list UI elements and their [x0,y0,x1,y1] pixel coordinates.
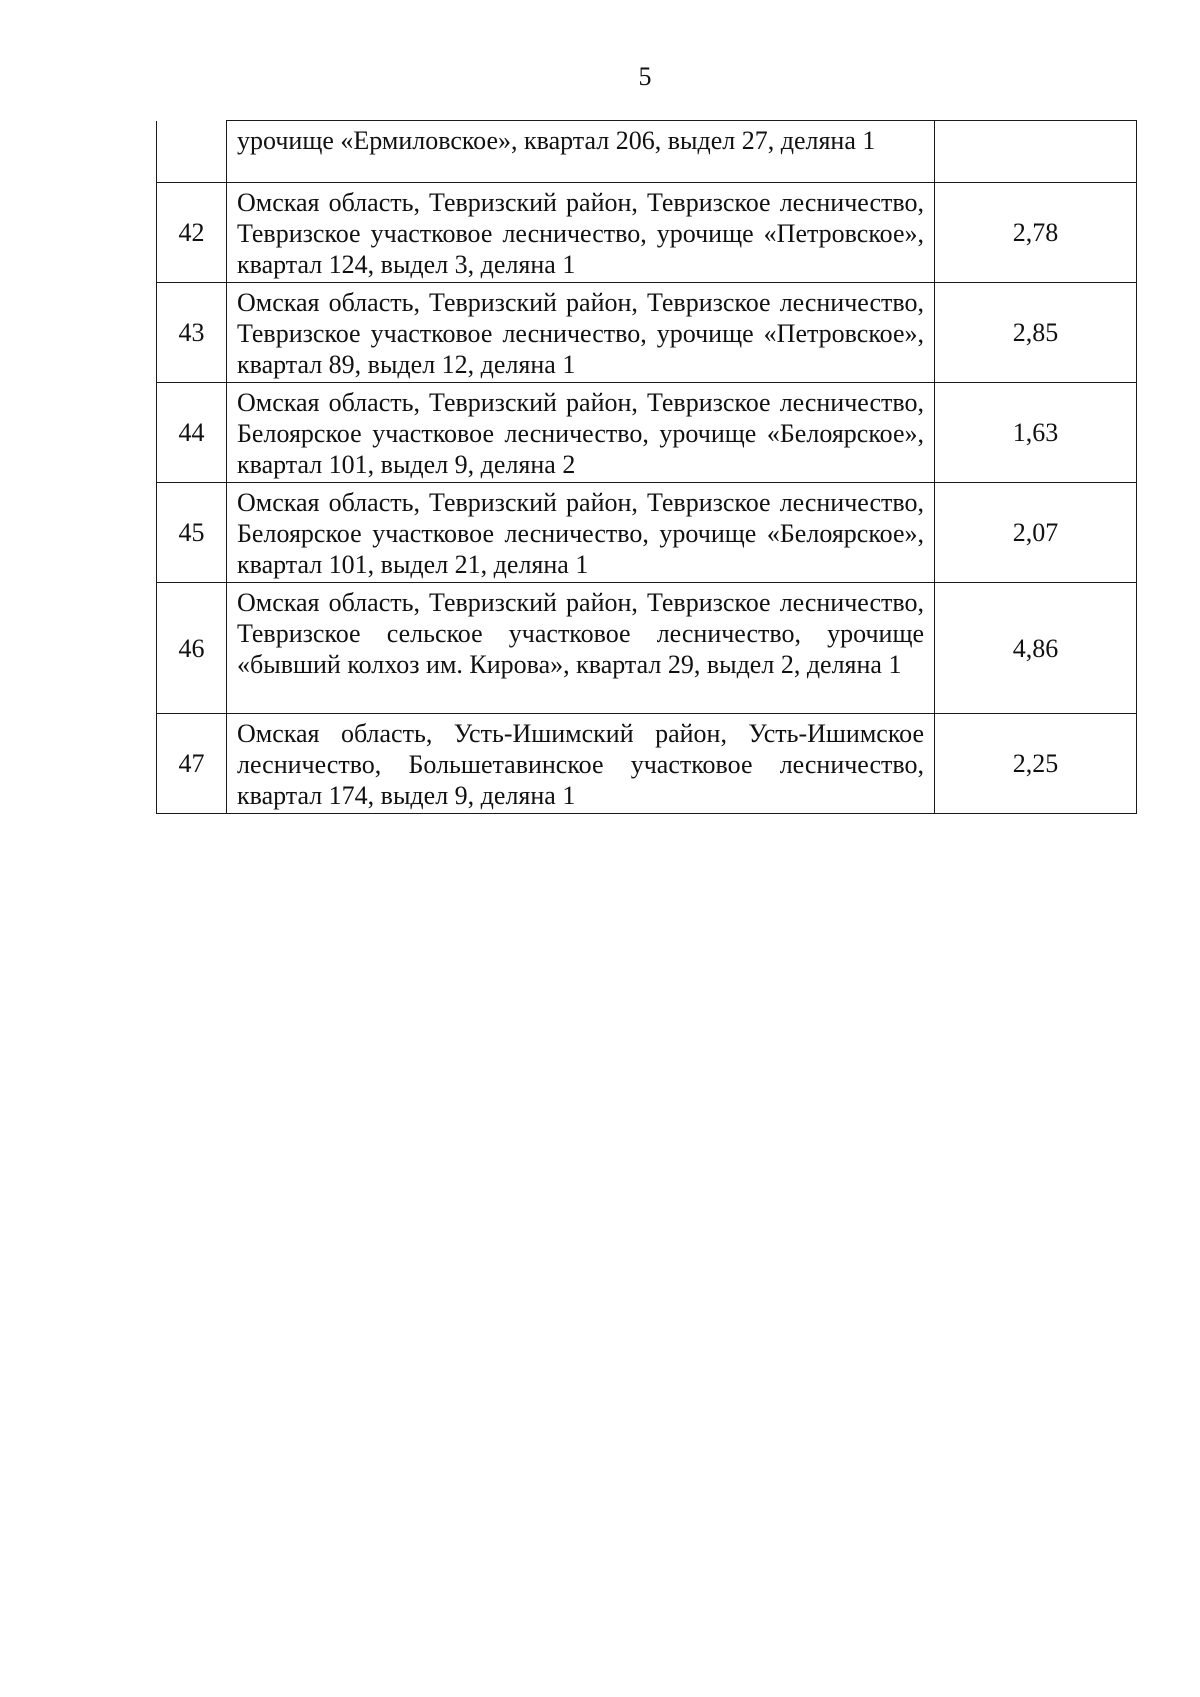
plot-location: Омская область, Тевризский район, Тевризское лесничество, Тевризское участковое лесничество, урочище «Петровское», квартал 124, выдел 3, деляна 1 [227,183,935,283]
table-row [157,383,1137,483]
row-number: 45 [157,483,227,583]
table-row [157,583,1137,714]
row-number: 47 [157,714,227,814]
plot-area: 2,25 [935,714,1137,814]
plot-area: 4,86 [935,583,1137,714]
plot-location: Омская область, Тевризский район, Тевризское лесничество, Тевризское сельское участковое лесничество, урочище «бывший колхоз им. Кирова», квартал 29, выдел 2, деляна 1 [227,583,935,714]
plot-location: урочище «Ермиловское», квартал 206, выдел 27, деляна 1 [227,121,935,183]
table-row [157,714,1137,814]
row-number: 43 [157,283,227,383]
plot-area [935,121,1137,183]
table-row [157,183,1137,283]
page-number: 5 [638,62,652,91]
plot-area: 2,07 [935,483,1137,583]
forest-plots-table [156,120,1137,814]
row-number [157,121,227,183]
plot-area: 1,63 [935,383,1137,483]
row-number: 42 [157,183,227,283]
row-number: 46 [157,583,227,714]
table-row [157,121,1137,183]
row-number: 44 [157,383,227,483]
table-row [157,283,1137,383]
plot-area: 2,78 [935,183,1137,283]
plot-location: Омская область, Тевризский район, Тевризское лесничество, Белоярское участковое лесничество, урочище «Белоярское», квартал 101, выдел 21, деляна 1 [227,483,935,583]
plot-location: Омская область, Тевризский район, Тевризское лесничество, Тевризское участковое лесничество, урочище «Петровское», квартал 89, выдел 12, деляна 1 [227,283,935,383]
plot-location: Омская область, Тевризский район, Тевризское лесничество, Белоярское участковое лесничество, урочище «Белоярское», квартал 101, выдел 9, деляна 2 [227,383,935,483]
table-row [157,483,1137,583]
plot-area: 2,85 [935,283,1137,383]
plot-location: Омская область, Усть-Ишимский район, Усть-Ишимское лесничество, Большетавинское участковое лесничество, квартал 174, выдел 9, деляна 1 [227,714,935,814]
